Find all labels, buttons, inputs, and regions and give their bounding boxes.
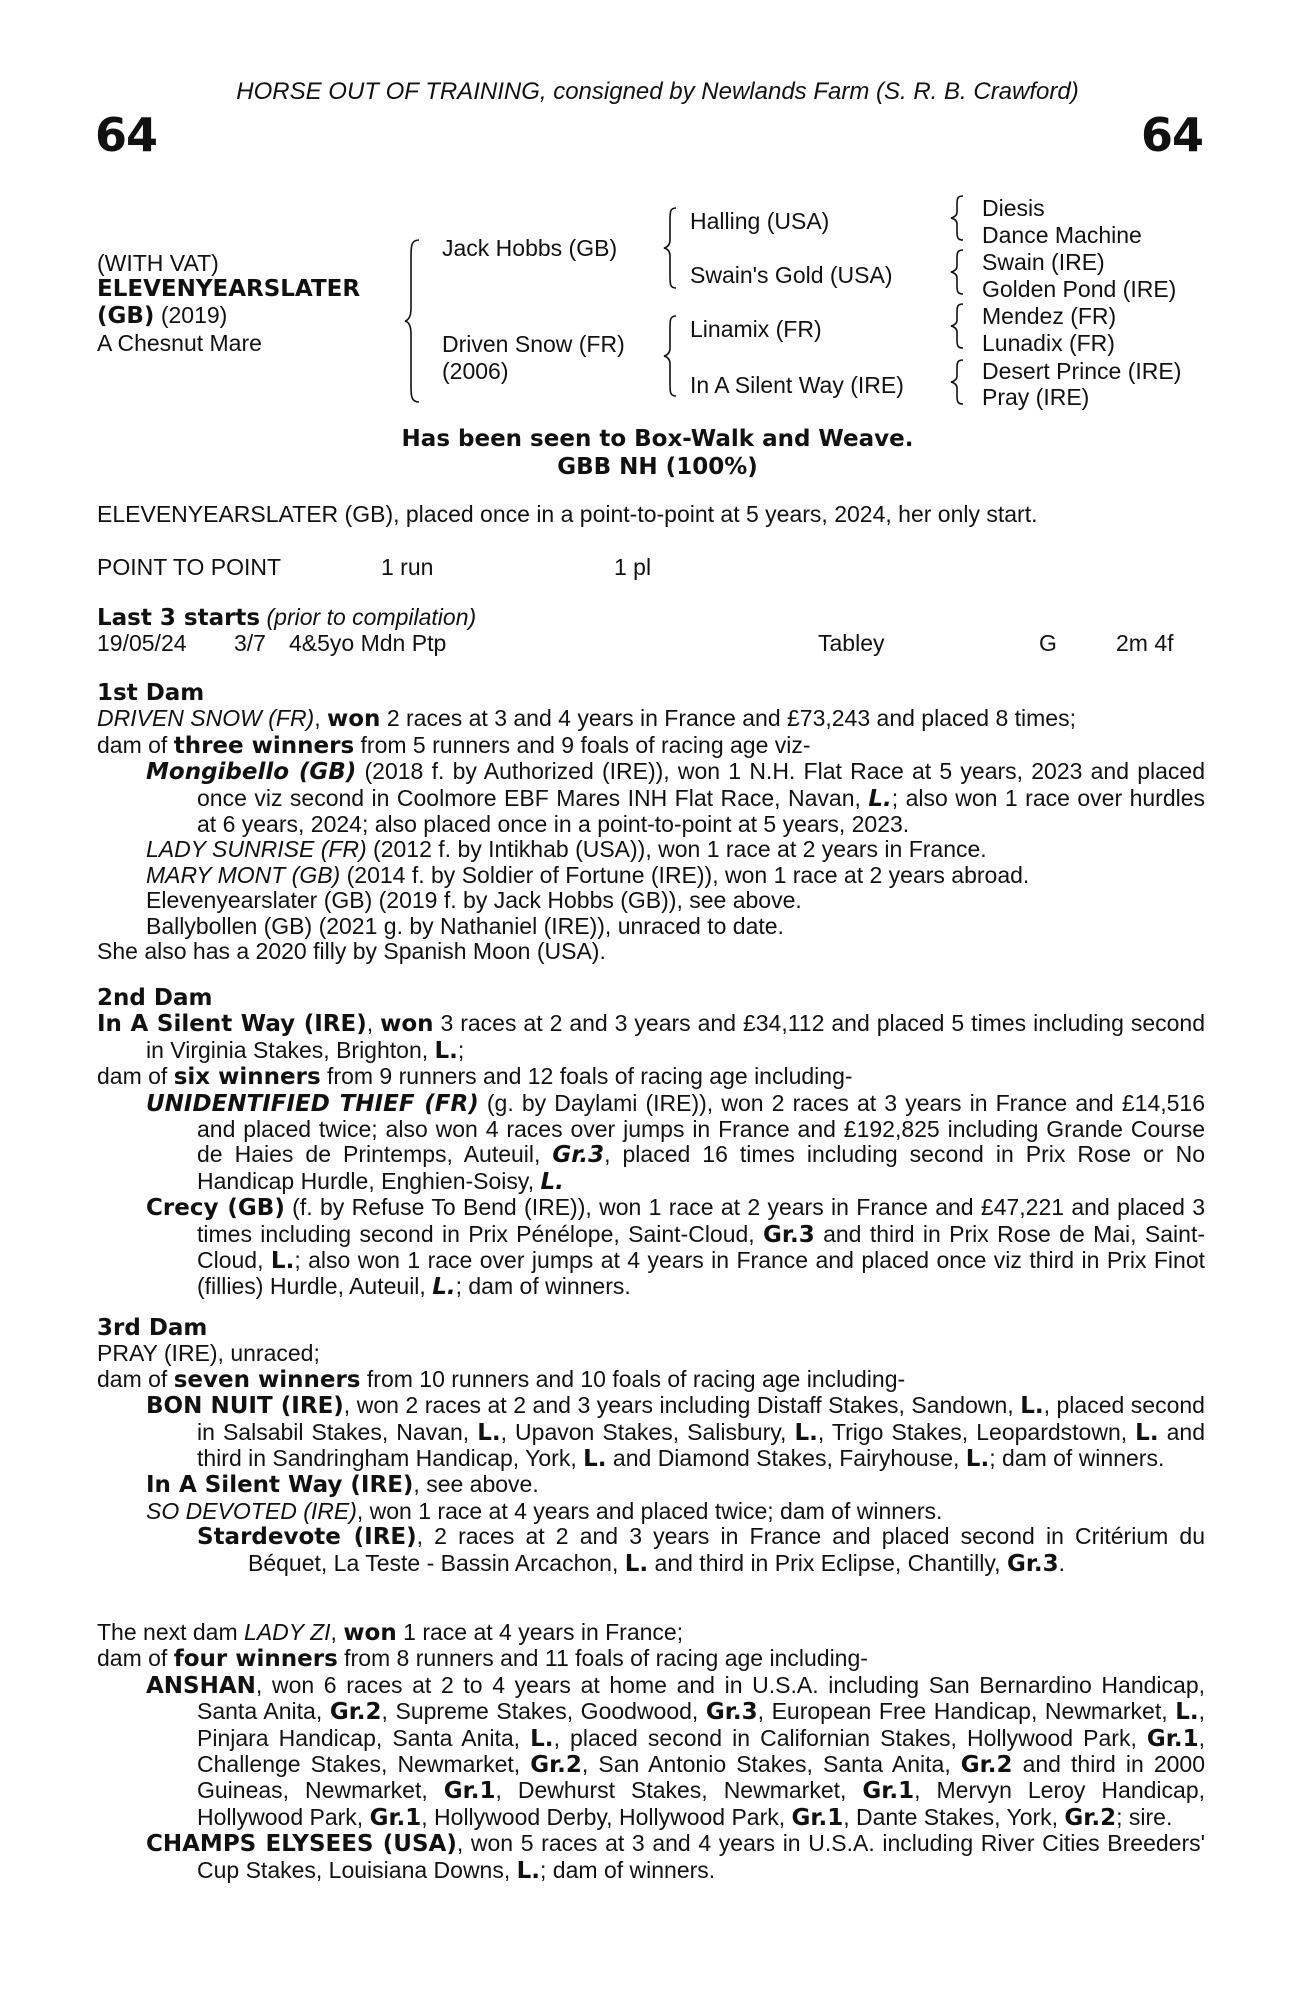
second-dam-heading: 2nd Dam [97, 985, 213, 1011]
produce-filly-note: She also has a 2020 filly by Spanish Moon (USA). [97, 938, 606, 965]
text: dam of [97, 1365, 174, 1392]
group-label: Gr.2 [1064, 1804, 1117, 1831]
bracket-dam [664, 314, 682, 398]
produce-so-devoted [97, 1499, 1205, 1524]
winner-count: seven winners [173, 1366, 361, 1393]
text: , won 2 races at 2 and 3 years including Distaff Stakes, Sandown, [343, 1392, 1021, 1419]
text: , 2 races at 2 and 3 years in France and placed second in Critérium du Béquet, La Teste - Bassin Arcachon, [248, 1523, 1205, 1576]
dam-sire: Linamix (FR) [690, 316, 822, 342]
text: ; dam of winners. [455, 1273, 631, 1300]
text: , won 5 races at 3 and 4 years in U.S.A. including River Cities Breeders' Cup Stakes, Louisiana Downs, [197, 1830, 1206, 1883]
won-label: won [343, 1620, 397, 1646]
produce-name: Mongibello (GB) [146, 759, 357, 786]
text: , Trigo Stakes, Leopardstown, [817, 1418, 1136, 1445]
sire-dam: Swain's Gold (USA) [690, 262, 893, 288]
vice-note: Has been seen to Box-Walk and Weave. [401, 426, 914, 452]
listed-label: L. [965, 1446, 990, 1473]
text: ; [457, 1036, 465, 1063]
group-label: Gr.3 [705, 1699, 758, 1726]
sire: Jack Hobbs (GB) [442, 235, 618, 261]
summary: ELEVENYEARSLATER (GB), placed once in a point-to-point at 5 years, 2024, her only start. [97, 501, 1038, 527]
listed-label: L. [477, 1419, 501, 1446]
produce-lady-sunrise [97, 837, 1205, 862]
text: 1 race at 4 years in France; [396, 1619, 684, 1645]
g3-swain: Swain (IRE) [982, 249, 1105, 275]
text: (g. by Daylami (IRE)), won 2 races at 3 years in France and £14,516 and placed twice; also won 4 races over jumps in France and £192,825 including Grande Course de Haies de Printemps, Auteuil, [197, 1089, 1205, 1168]
text: (2018 f. by Authorized (IRE)), won 1 N.H. Flat Race at 5 years, 2023 and placed once viz second in Coolmore EBF Mares INH Flat Race, Navan, [197, 758, 1205, 811]
listed-label: L. [540, 1168, 564, 1195]
text: ; also won 1 race over jumps at 4 years in France and placed once viz third in Prix Finot (fillies) Hurdle, Auteuil, [197, 1247, 1206, 1300]
group-label: Gr.3 [552, 1142, 605, 1169]
text: . [1058, 1549, 1066, 1576]
produce-crecy [97, 1195, 1205, 1301]
race-course: Tabley [818, 630, 885, 656]
consignment-line: HORSE OUT OF TRAINING, consigned by Newlands Farm (S. R. B. Crawford) [236, 78, 1079, 105]
bracket-g3 [951, 302, 967, 350]
first-dam-record: 2 races at 3 and 4 years in France and £73,243 and placed 8 times; [380, 705, 1076, 732]
group-label: Gr.1 [369, 1804, 422, 1831]
listed-label: L. [1175, 1699, 1199, 1726]
text: and third in 2000 Guineas, Newmarket, [197, 1751, 1205, 1804]
text: , Mervyn Leroy Handicap, Hollywood Park, [197, 1777, 1205, 1830]
second-dam-line: In A Silent Way (IRE), won 3 races at 2 and 3 years and £34,112 and placed 5 times including second in Virginia Stakes, Brighton, L.; [97, 1010, 1206, 1064]
text: from 9 runners and 12 foals of racing age including- [320, 1063, 853, 1090]
notes-block [0, 425, 1315, 481]
text: , [330, 1619, 344, 1645]
text: , Supreme Stakes, Goodwood, [381, 1698, 706, 1725]
produce-anshan [97, 1673, 1205, 1831]
g3-dance-machine: Dance Machine [982, 222, 1142, 248]
produce-mongibello [97, 759, 1205, 837]
horse-name: ELEVENYEARSLATER [97, 276, 361, 302]
text: , won 1 race at 4 years and placed twice; dam of winners. [356, 1497, 943, 1524]
text: , won 6 races at 2 to 4 years at home and in U.S.A. including San Bernardino Handicap, Santa Anita, [197, 1671, 1205, 1725]
horse-country: (GB) [97, 303, 155, 329]
text: , Upavon Stakes, Salisbury, [500, 1418, 795, 1445]
text: and third in Prix Eclipse, Chantilly, [648, 1549, 1007, 1576]
text: and third in Prix Rose de Mai, Saint-Cloud, [197, 1220, 1205, 1274]
text: ; dam of winners. [540, 1856, 716, 1883]
produce-name: UNIDENTIFIED THIEF (FR) [146, 1090, 479, 1117]
listed-label: L. [794, 1419, 818, 1446]
last-starts-title: Last 3 starts [97, 605, 261, 631]
produce-name: CHAMPS ELYSEES (USA) [146, 1831, 457, 1858]
text: , Challenge Stakes, Newmarket, [197, 1724, 1205, 1778]
last-starts-heading [97, 604, 476, 631]
produce-name: Crecy (GB) [146, 1195, 285, 1222]
produce-stardevote [97, 1524, 1205, 1577]
bracket-g1 [951, 194, 967, 242]
text: ; also won 1 race over hurdles at 6 years, 2024; also placed once in a point-to-point at 5 years, 2023. [197, 784, 1206, 838]
bracket-g2 [951, 248, 967, 296]
listed-label: L. [434, 1037, 458, 1064]
text: dam of [97, 1063, 174, 1090]
group-label: Gr.1 [862, 1778, 915, 1805]
text: (f. by Refuse To Bend (IRE)), won 1 race at 2 years in France and £47,221 and placed 3 times including second in Prix Pénélope, Saint-Cloud, [197, 1194, 1206, 1247]
second-dam-section [97, 986, 1205, 1301]
won-label: won [327, 706, 381, 733]
listed-label: L. [1020, 1393, 1044, 1420]
listed-label: L. [1135, 1419, 1159, 1446]
second-dam-name: In A Silent Way (IRE) [97, 1011, 367, 1038]
produce-name: ANSHAN [146, 1672, 256, 1699]
next-dam-line [97, 1620, 1205, 1646]
g3-lunadix: Lunadix (FR) [982, 330, 1115, 356]
listed-label: L. [530, 1725, 554, 1752]
text: ; sire. [1116, 1803, 1173, 1830]
race-type: 4&5yo Mdn Ptp [289, 630, 447, 656]
group-label: Gr.3 [1006, 1550, 1059, 1577]
dam-dam: In A Silent Way (IRE) [690, 372, 904, 398]
text: , Dante Stakes, York, [843, 1803, 1065, 1830]
produce-unidentified-thief [97, 1091, 1205, 1196]
third-dam-heading: 3rd Dam [97, 1315, 208, 1341]
next-dam-section [97, 1620, 1205, 1884]
listed-label: L. [270, 1248, 295, 1275]
third-dam-produce-line [97, 1367, 1205, 1393]
text: , European Free Handicap, Newmarket, [757, 1698, 1176, 1725]
dam: Driven Snow (FR) [442, 331, 625, 357]
produce-champs-elysees [97, 1831, 1205, 1884]
last-starts-note: (prior to compilation) [260, 604, 477, 630]
produce-name: SO DEVOTED (IRE) [146, 1497, 357, 1524]
third-dam-section [97, 1316, 1205, 1577]
produce-name: Stardevote (IRE) [197, 1524, 417, 1551]
group-label: Gr.2 [960, 1752, 1013, 1779]
listed-label: L. [583, 1446, 607, 1473]
race-position: 3/7 [234, 630, 266, 656]
group-label: Gr.2 [530, 1752, 582, 1779]
winner-count: four winners [173, 1646, 338, 1673]
text: from 10 runners and 10 foals of racing age including- [360, 1365, 906, 1392]
listed-label: L. [432, 1274, 456, 1301]
record-type: POINT TO POINT [97, 554, 282, 580]
text: (2014 f. by Soldier of Fortune (IRE)), won 1 race at 2 years abroad. [340, 861, 1030, 888]
text: , placed second in Californian Stakes, Hollywood Park, [553, 1724, 1147, 1751]
produce-name: LADY SUNRISE (FR) [146, 836, 367, 863]
produce-ballybollen: Ballybollen (GB) (2021 g. by Nathaniel (IRE)), unraced to date. [146, 912, 784, 939]
g3-diesis: Diesis [982, 195, 1045, 221]
text: , see above. [413, 1471, 539, 1498]
record-places: 1 pl [614, 554, 652, 580]
record-runs: 1 run [381, 554, 434, 580]
vat-note: (WITH VAT) [97, 250, 219, 276]
produce-bon-nuit [97, 1393, 1205, 1472]
text: , Pinjara Handicap, Santa Anita, [197, 1698, 1205, 1751]
produce-elevenyearslater: Elevenyearslater (GB) (2019 f. by Jack Hobbs (GB)), see above. [146, 887, 802, 914]
sire-sire: Halling (USA) [690, 208, 830, 234]
text: and third in Sandringham Handicap, York, [197, 1418, 1205, 1472]
text: , Dewhurst Stakes, Newmarket, [495, 1777, 863, 1804]
text: , placed 16 times including second in Prix Rose or No Handicap Hurdle, Enghien-Soisy, [197, 1141, 1205, 1194]
lot-number-left: 64 [95, 108, 158, 162]
group-label: Gr.3 [763, 1221, 815, 1248]
listed-label: L. [868, 785, 892, 812]
next-dam-name: LADY ZI [244, 1619, 331, 1645]
winner-count: three winners [173, 732, 355, 759]
produce-name: In A Silent Way (IRE) [146, 1472, 414, 1499]
race-distance: 2m 4f [1116, 630, 1174, 656]
g3-mendez: Mendez (FR) [982, 303, 1117, 329]
text: 3 races at 2 and 3 years and £34,112 and placed 5 times including second in Virginia Stakes, Brighton, [146, 1010, 1206, 1063]
produce-name: BON NUIT (IRE) [146, 1393, 344, 1420]
text: The next dam [97, 1619, 245, 1645]
text: from 5 runners and 9 foals of racing age viz- [354, 731, 811, 758]
first-dam-produce-line [97, 733, 1205, 759]
first-dam-section [97, 681, 1205, 964]
text: , San Antonio Stakes, Santa Anita, [581, 1751, 961, 1778]
gbb-note: GBB NH (100%) [557, 454, 758, 480]
text: dam of [97, 1645, 174, 1672]
g3-desert-prince: Desert Prince (IRE) [982, 358, 1182, 384]
horse-origin-year [97, 302, 227, 329]
group-label: Gr.2 [329, 1699, 382, 1726]
text: , placed second in Salsabil Stakes, Navan, [197, 1392, 1205, 1445]
listed-label: L. [624, 1550, 649, 1577]
race-date: 19/05/24 [97, 630, 187, 656]
produce-mary-mont [97, 863, 1205, 888]
third-dam-line: PRAY (IRE), unraced; [97, 1340, 320, 1367]
bracket-sire [664, 206, 682, 290]
text: , Hollywood Derby, Hollywood Park, [421, 1803, 792, 1830]
listed-label: L. [516, 1857, 541, 1884]
horse-description: A Chesnut Mare [97, 330, 262, 356]
first-dam-line: DRIVEN SNOW (FR), won 2 races at 3 and 4 years in France and £73,243 and placed 8 times; [97, 705, 1076, 733]
group-label: Gr.1 [443, 1778, 496, 1805]
dam-year: (2006) [442, 358, 509, 384]
bracket-g4 [951, 358, 967, 406]
group-label: Gr.1 [791, 1804, 844, 1831]
lot-number-right: 64 [1140, 108, 1203, 162]
horse-year: (2019) [154, 302, 228, 328]
winner-count: six winners [173, 1064, 321, 1091]
won-label: won [380, 1011, 434, 1038]
bracket-gen1 [405, 238, 425, 404]
text: ; dam of winners. [989, 1445, 1165, 1472]
race-going: G [1039, 630, 1057, 656]
second-dam-produce-line [97, 1064, 1205, 1090]
text: dam of [97, 731, 174, 758]
group-label: Gr.1 [1146, 1725, 1199, 1752]
next-dam-produce-line [97, 1646, 1205, 1672]
first-dam-heading: 1st Dam [97, 680, 205, 706]
g3-pray: Pray (IRE) [982, 384, 1090, 410]
first-dam-name: DRIVEN SNOW (FR) [97, 705, 315, 732]
text: (2012 f. by Intikhab (USA)), won 1 race at 2 years in France. [366, 836, 987, 863]
produce-in-a-silent-way [97, 1472, 1205, 1498]
text: and Diamond Stakes, Fairyhouse, [606, 1445, 966, 1472]
g3-golden-pond: Golden Pond (IRE) [982, 276, 1177, 302]
text: from 8 runners and 11 foals of racing age including- [337, 1645, 868, 1672]
produce-name: MARY MONT (GB) [146, 861, 341, 888]
